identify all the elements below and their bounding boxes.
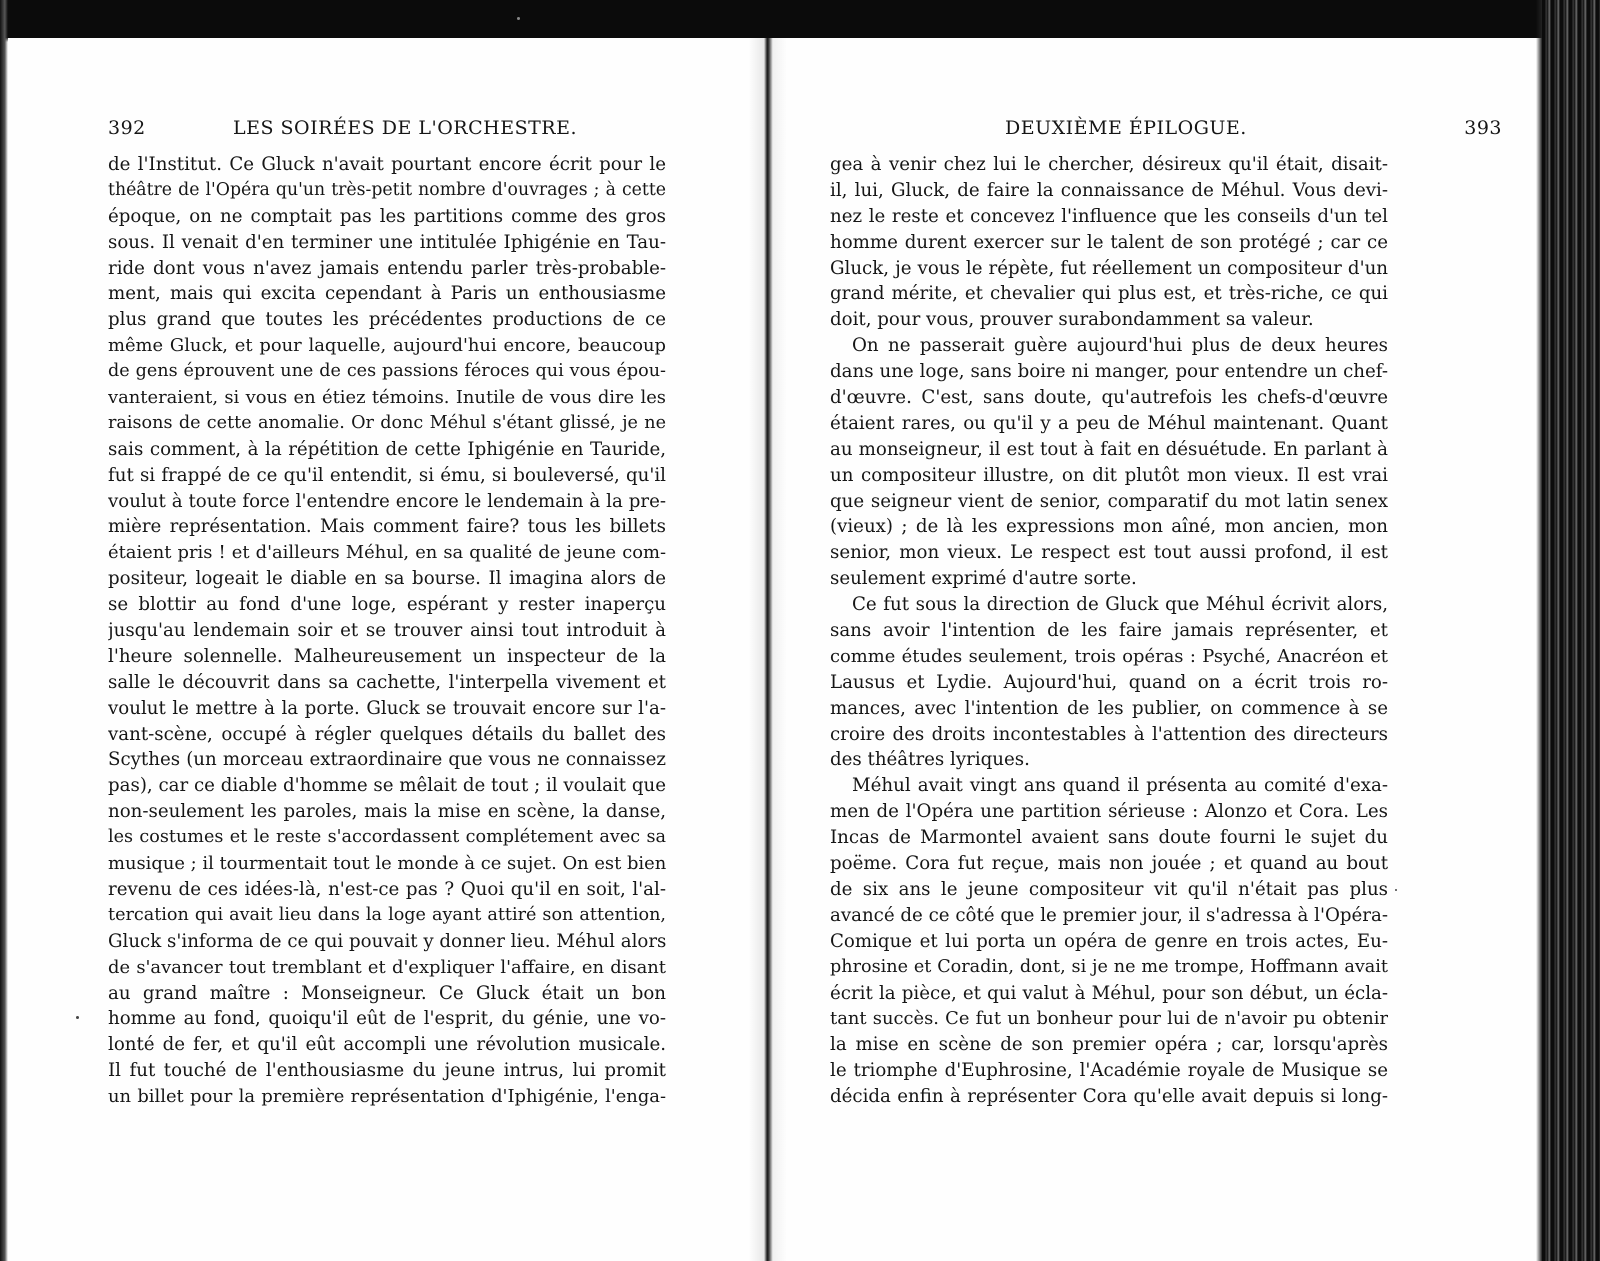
text-line: Gluck s'informa de ce qui pouvait y donner lieu. Méhul alors: [108, 930, 666, 952]
right-page-header: [830, 117, 1520, 147]
left-running-head: LES SOIRÉES DE L'ORCHESTRE.: [233, 117, 577, 139]
text-line: étaient rares, ou qu'il y a peu de Méhul maintenant. Quant: [830, 412, 1388, 434]
text-line: l'heure solennelle. Malheureusement un inspecteur de la: [108, 645, 666, 667]
text-line: Gluck, je vous le répète, fut réellement un compositeur d'un: [830, 257, 1388, 279]
text-line: positeur, logeait le diable en sa bourse. Il imagina alors de: [108, 568, 666, 590]
text-line: vant-scène, occupé à régler quelques détails du ballet des: [108, 723, 666, 745]
text-line: avancé de ce côté que le premier jour, il s'adressa à l'Opéra-: [830, 904, 1388, 926]
text-line: décida enfin à représenter Cora qu'elle avait depuis si long-: [830, 1086, 1388, 1108]
text-line: dans une loge, sans boire ni manger, pour entendre un chef-: [830, 361, 1388, 383]
text-line: poëme. Cora fut reçue, mais non jouée ; et quand au bout: [830, 853, 1388, 875]
text-line: sous. Il venait d'en terminer une intitulée Iphigénie en Tau-: [108, 231, 666, 253]
scanner-top-shadow: [0, 0, 1600, 38]
text-line: phrosine et Coradin, dont, si je ne me trompe, Hoffmann avait: [830, 956, 1388, 977]
left-page-header: [108, 117, 688, 147]
text-line: non-seulement les paroles, mais la mise en scène, la danse,: [108, 801, 666, 823]
text-line: de s'avancer tout tremblant et d'expliquer l'affaire, en disant: [108, 956, 666, 978]
text-line: plus grand que toutes les précédentes productions de ce: [108, 309, 666, 331]
text-line: au grand maître : Monseigneur. Ce Gluck était un bon: [108, 982, 666, 1004]
text-line: mances, avec l'intention de les publier, on commence à se: [830, 697, 1388, 719]
text-line: théâtre de l'Opéra qu'un très-petit nombre d'ouvrages ; à cette: [108, 179, 666, 200]
right-page-text: [830, 152, 1388, 1110]
right-running-head: DEUXIÈME ÉPILOGUE.: [1005, 117, 1247, 139]
text-line: Comique et lui porta un opéra de genre en trois actes, Eu-: [830, 930, 1388, 952]
text-line: même Gluck, et pour laquelle, aujourd'hui encore, beaucoup: [108, 335, 666, 357]
text-line: revenu de ces idées-là, n'est-ce pas ? Quoi qu'il en soit, l'al-: [108, 878, 666, 900]
text-line: Scythes (un morceau extraordinaire que vous ne connaissez: [108, 749, 666, 771]
text-line: de l'Institut. Ce Gluck n'avait pourtant encore écrit pour le: [108, 154, 666, 175]
text-line: d'œuvre. C'est, sans doute, qu'autrefois les chefs-d'œuvre: [830, 387, 1388, 409]
text-line: men de l'Opéra une partition sérieuse : Alonzo et Cora. Les: [830, 801, 1388, 823]
text-line: comme études seulement, trois opéras : Psyché, Anacréon et: [830, 645, 1388, 667]
text-line: grand mérite, et chevalier qui plus est, et très-riche, ce qui: [830, 283, 1388, 305]
text-line: voulut le mettre à la porte. Gluck se trouvait encore sur l'a-: [108, 697, 666, 719]
text-line: les costumes et le reste s'accordassent complétement avec sa: [108, 827, 666, 848]
text-line: écrit la pièce, et qui valut à Méhul, pour son début, un écla-: [830, 982, 1388, 1004]
text-line: que seigneur vient de senior, comparatif du mot latin senex: [830, 490, 1388, 512]
text-line: senior, mon vieux. Le respect est tout aussi profond, il est: [830, 542, 1388, 564]
text-line: lonté de fer, et qu'il eût accompli une révolution musicale.: [108, 1034, 666, 1056]
left-page: [8, 38, 748, 1261]
text-line: nez le reste et concevez l'influence que les conseils d'un tel: [830, 205, 1388, 227]
text-line: un billet pour la première représentation d'Iphigénie, l'enga-: [108, 1086, 666, 1108]
text-line: mière représentation. Mais comment faire? tous les billets: [108, 516, 666, 538]
text-line: jusqu'au lendemain soir et se trouver ainsi tout introduit à: [108, 620, 666, 642]
text-line: au monseigneur, il est tout à fait en désuétude. En parlant à: [830, 438, 1388, 460]
text-line: gea à venir chez lui le chercher, désireux qu'il était, disait-: [830, 154, 1388, 175]
text-line: ment, mais qui excita cependant à Paris un enthousiasme: [108, 283, 666, 305]
text-line: voulut à toute force l'entendre encore le lendemain à la pre-: [108, 490, 666, 512]
text-line: vanteraient, si vous en étiez témoins. Inutile de vous dire les: [108, 387, 666, 409]
text-line: seulement exprimé d'autre sorte.: [830, 568, 1137, 590]
text-line: Incas de Marmontel avaient sans doute fourni le sujet du: [830, 827, 1388, 849]
left-page-edge: [0, 0, 8, 1261]
text-line: la mise en scène de son premier opéra ; car, lorsqu'après: [830, 1034, 1388, 1056]
text-line: Lausus et Lydie. Aujourd'hui, quand on a écrit trois ro-: [830, 671, 1388, 693]
book-gutter: [748, 38, 788, 1261]
text-line: de six ans le jeune compositeur vit qu'il n'était pas plus: [830, 878, 1388, 900]
text-line: homme au fond, quoiqu'il eût de l'esprit, du génie, une vo-: [108, 1008, 666, 1030]
text-line: époque, on ne comptait pas les partitions comme des gros: [108, 205, 666, 227]
text-line: homme durent exercer sur le talent de son protégé ; car ce: [830, 231, 1388, 253]
dust-speck: [1395, 889, 1397, 891]
text-line: le triomphe d'Euphrosine, l'Académie royale de Musique se: [830, 1060, 1388, 1082]
text-line: Méhul avait vingt ans quand il présenta au comité d'exa-: [852, 775, 1388, 797]
text-line: tercation qui avait lieu dans la loge ayant attiré son attention,: [108, 904, 666, 925]
right-page: [788, 38, 1542, 1261]
text-line: Ce fut sous la direction de Gluck que Méhul écrivit alors,: [852, 594, 1388, 616]
text-line: étaient pris ! et d'ailleurs Méhul, en sa qualité de jeune com-: [108, 542, 666, 564]
text-line: raisons de cette anomalie. Or donc Méhul s'étant glissé, je ne: [108, 412, 666, 433]
text-line: ride dont vous n'avez jamais entendu parler très-probable-: [108, 257, 666, 279]
text-line: un compositeur illustre, on dit plutôt mon vieux. Il est vrai: [830, 464, 1388, 486]
right-page-stack-edge: [1542, 0, 1600, 1261]
text-line: des théâtres lyriques.: [830, 749, 1030, 771]
text-line: Il fut touché de l'enthousiasme du jeune intrus, lui promit: [108, 1060, 666, 1082]
text-line: tant succès. Ce fut un bonheur pour lui de n'avoir pu obtenir: [830, 1008, 1388, 1030]
dust-speck: [517, 17, 520, 20]
text-line: doit, pour vous, prouver surabondamment sa valeur.: [830, 309, 1314, 331]
text-line: musique ; il tourmentait tout le monde à ce sujet. On est bien: [108, 853, 666, 875]
text-line: se blottir au fond d'une loge, espérant y rester inaperçu: [108, 594, 666, 616]
left-page-number: 392: [108, 117, 146, 139]
dust-speck: [76, 1016, 79, 1019]
text-line: pas), car ce diable d'homme se mêlait de tout ; il voulait que: [108, 775, 666, 797]
text-line: On ne passerait guère aujourd'hui plus de deux heures: [852, 335, 1388, 357]
right-page-number: 393: [1464, 117, 1502, 139]
text-line: de gens éprouvent une de ces passions féroces qui vous épou-: [108, 361, 666, 382]
text-line: il, lui, Gluck, de faire la connaissance de Méhul. Vous devi-: [830, 179, 1388, 201]
text-line: croire des droits incontestables à l'attention des directeurs: [830, 723, 1388, 745]
text-line: sans avoir l'intention de les faire jamais représenter, et: [830, 620, 1388, 642]
text-line: (vieux) ; de là les expressions mon aîné, mon ancien, mon: [830, 516, 1388, 538]
left-page-text: [108, 152, 666, 1110]
text-line: salle le découvrit dans sa cachette, l'interpella vivement et: [108, 671, 666, 693]
text-line: fut si frappé de ce qu'il entendit, si ému, si bouleversé, qu'il: [108, 464, 666, 486]
text-line: sais comment, à la répétition de cette Iphigénie en Tauride,: [108, 438, 666, 460]
